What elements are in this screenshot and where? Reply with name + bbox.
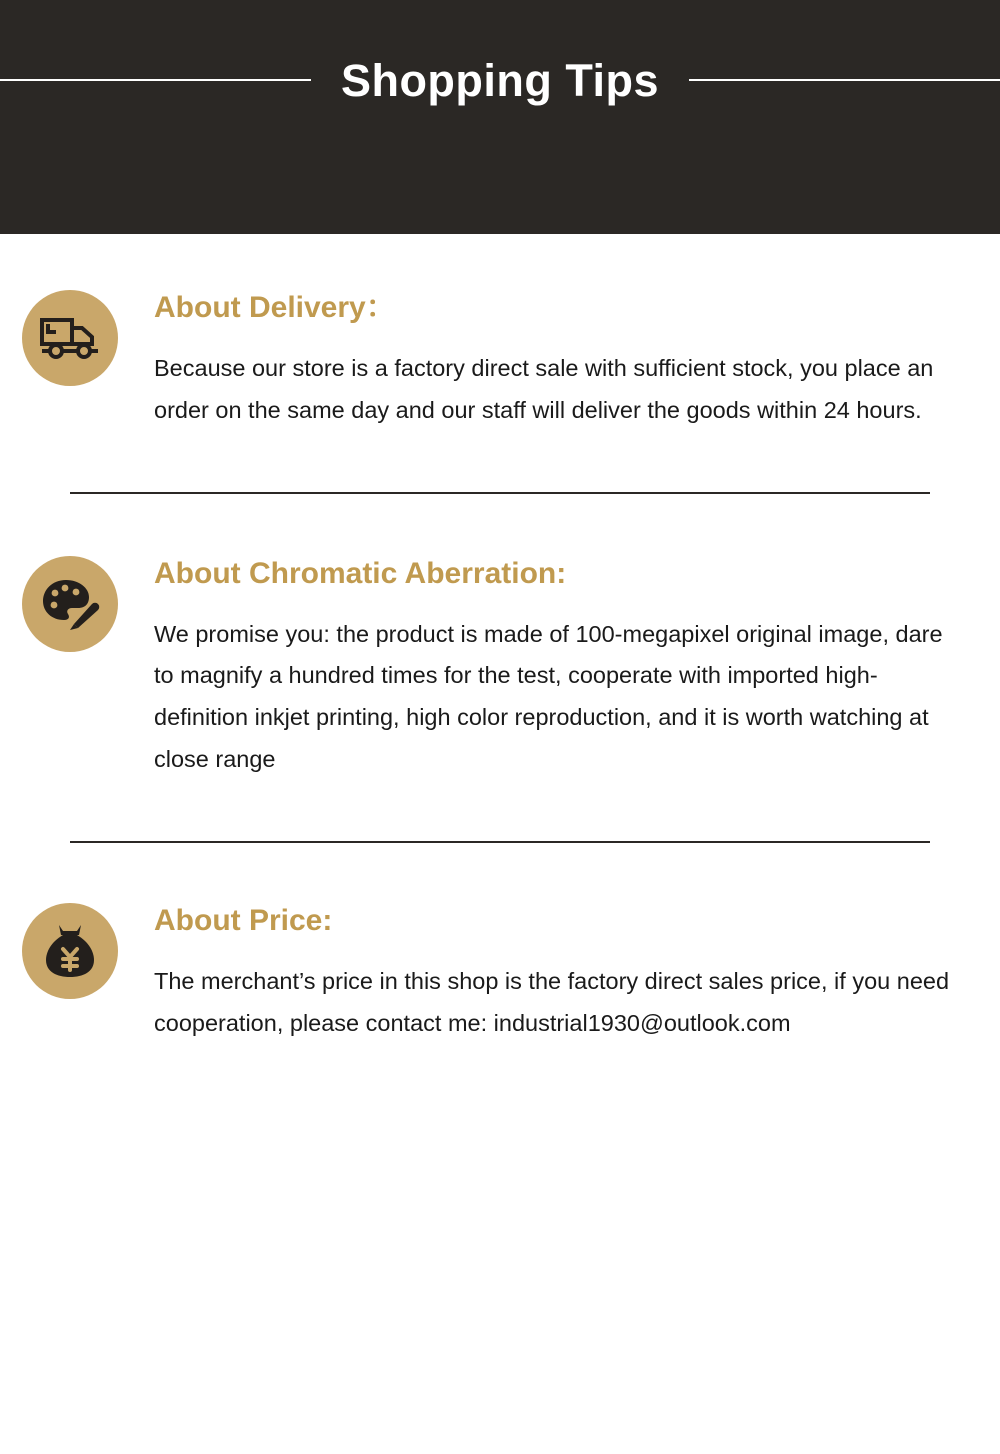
section-price-row bbox=[0, 903, 1000, 1045]
money-bag-icon bbox=[22, 903, 118, 999]
section-chromatic-aberration bbox=[0, 556, 1000, 781]
header-rule-right bbox=[689, 79, 1000, 81]
section-chromatic-aberration-body bbox=[154, 556, 1000, 781]
header-title-row bbox=[0, 0, 1000, 160]
header-rule-left bbox=[0, 79, 311, 81]
spacer-after-delivery bbox=[0, 432, 1000, 492]
section-delivery-body bbox=[154, 290, 1000, 432]
section-price-body bbox=[154, 903, 1000, 1045]
spacer-before-chromatic bbox=[0, 494, 1000, 556]
paint-palette-icon bbox=[22, 556, 118, 652]
header-banner bbox=[0, 0, 1000, 234]
section-chromatic-aberration-title: About Chromatic Aberration: bbox=[154, 556, 567, 590]
section-delivery-title: About Delivery： bbox=[154, 291, 396, 324]
section-chromatic-aberration-text: We promise you: the product is made of 100-megapixel original image, dare to magnify a hundred times for the test, cooperate with imported high-definition inkjet printing, high color reproduction, and it is worth watching at close range bbox=[154, 620, 943, 773]
spacer-top bbox=[0, 234, 1000, 290]
section-price bbox=[0, 903, 1000, 1045]
tips-content bbox=[0, 234, 1000, 1045]
spacer-before-price bbox=[0, 843, 1000, 903]
delivery-truck-icon bbox=[22, 290, 118, 386]
spacer-after-chromatic bbox=[0, 781, 1000, 841]
page-title: Shopping Tips bbox=[340, 54, 660, 106]
section-price-text: The merchant’s price in this shop is the factory direct sales price, if you need cooperation, please contact me: industrial1930@outlook.com bbox=[154, 967, 950, 1036]
section-delivery-text: Because our store is a factory direct sale with sufficient stock, you place an order on the same day and our staff will deliver the goods within 24 hours. bbox=[154, 355, 934, 423]
section-price-title: About Price: bbox=[154, 903, 333, 937]
section-delivery-row bbox=[0, 290, 1000, 432]
section-chromatic-aberration-row bbox=[0, 556, 1000, 781]
section-delivery bbox=[0, 290, 1000, 432]
